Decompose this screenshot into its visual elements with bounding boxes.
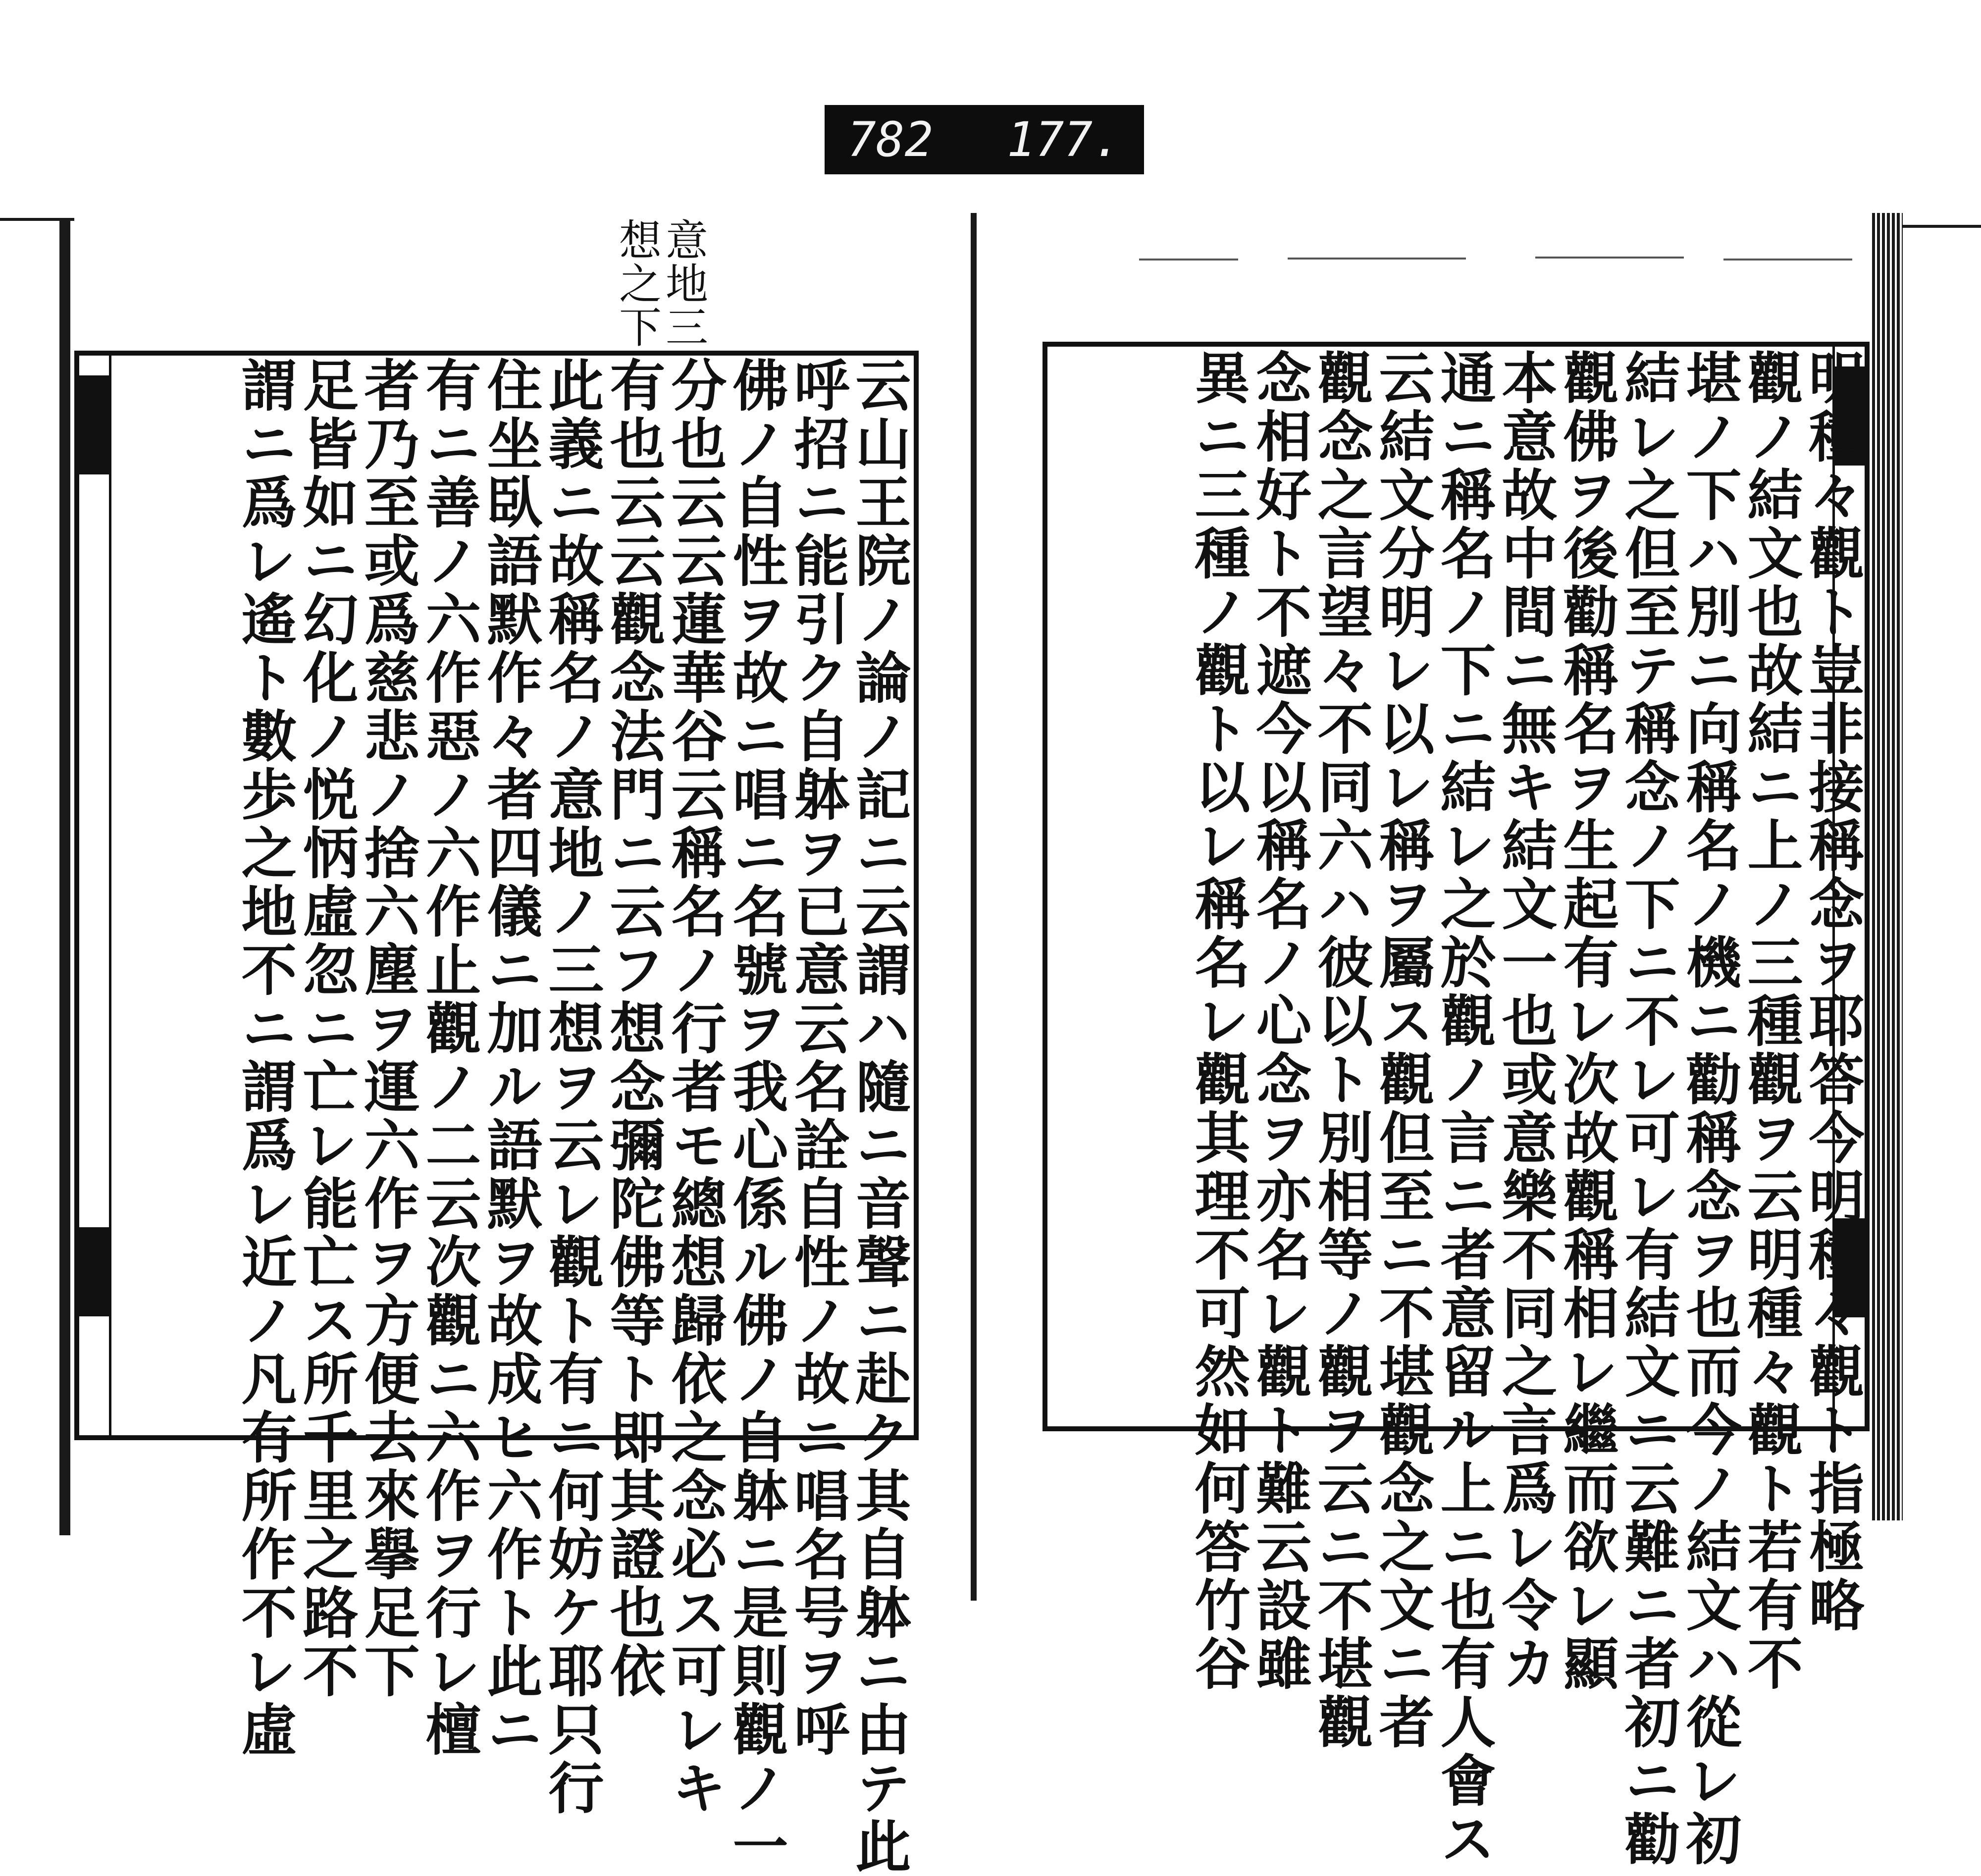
text-column: 住坐臥語默作々者四儀ニ加ル語默ヲ故成ヒ六作ト此ニ	[478, 357, 543, 1759]
margin-block	[75, 375, 110, 474]
text-column: 有也云云觀念法門ニ云フ想念彌陀佛等ト即其證也依	[601, 357, 666, 1701]
margin-annotation	[612, 218, 708, 349]
text-column: 觀佛ヲ後勸稱名ヲ生起有レ次故觀稱相レ繼而欲レ顯	[1554, 349, 1619, 1693]
text-column: 呼招ニ能引ク自躰ヲ已意云名詮自性ノ故ニ唱名号ヲ呼	[785, 357, 850, 1759]
annotation-column: 想之下	[612, 218, 661, 349]
left-book-edge	[59, 218, 70, 1535]
text-column: 念相好ト不遮今以稱名ノ心念ヲ亦名レ觀ト難云設雖	[1247, 349, 1312, 1693]
text-column: 明種々觀ト豈非接稱念ヲ耶答今明種々觀ト指極略	[1800, 349, 1865, 1635]
text-column: 觀ノ結文也故結ニ上ノ三種觀ヲ云明種々觀ト若有不	[1738, 349, 1803, 1693]
center-gutter-line	[971, 213, 977, 1601]
text-column: 通ニ稱名ノ下ニ結レ之於觀ノ言ニ者意留ル上ニ也有人會ス	[1431, 349, 1496, 1869]
annotation-column: 意地三	[658, 218, 708, 349]
text-column: 異ニ三種ノ觀ト以レ稱名レ觀其理不可然如何答竹谷	[1186, 349, 1251, 1693]
right-book-edge	[1872, 213, 1903, 1520]
text-column: 足皆如ニ幻化ノ悦怲虛忽ニ亡レ能亡ス所千里之路不	[294, 357, 359, 1701]
text-column: 結レ之但至テ稱念ノ下ニ不レ可レ有結文ニ云難ニ者初ニ勸	[1616, 349, 1680, 1869]
archive-number-left: 782	[847, 112, 934, 167]
archive-number-label	[825, 105, 1144, 174]
right-page-text	[1082, 349, 1865, 1869]
text-column: 佛ノ自性ヲ故ニ唱ニ名號ヲ我心係ル佛ノ自躰ニ是則觀ノ一	[724, 357, 788, 1876]
scan-mark	[1139, 259, 1238, 261]
text-column: 云山王院ノ論ノ記ニ云謂ハ隨ニ音聲ニ赴ク其自躰ニ由テ此	[846, 357, 911, 1876]
text-column: 云結文分明レ以レ稱ヲ屬ス觀但至ニ不堪觀念之文ニ者	[1370, 349, 1435, 1752]
text-column: 有ニ善ノ六作惡ノ六作止觀ノ二云次觀ニ六作ヲ行レ檀	[417, 357, 481, 1759]
text-column: 本意故中間ニ無キ結文一也或意樂不同之言爲レ令カ	[1493, 349, 1558, 1693]
text-column: 觀念之言望々不同六ハ彼以ト別相等ノ觀ヲ云ニ不堪觀	[1308, 349, 1373, 1752]
right-edge-line	[1903, 225, 1981, 228]
text-column: 此義ニ故稱名ノ意地ノ三想ヲ云レ觀ト有ニ何妨ケ耶只行	[539, 357, 604, 1818]
scan-mark	[1535, 257, 1684, 259]
text-column: 分也云云蓮華谷云稱名ノ行者モ總想歸依之念必ス可レキ	[662, 357, 727, 1818]
scan-mark	[1288, 258, 1466, 260]
text-column: 者乃至或爲慈悲ノ捨六塵ヲ運六作ヲ方便去來擧足下	[355, 357, 420, 1701]
text-column: 堪ノ下ハ別ニ向稱名ノ機ニ勸稱念ヲ也而今ノ結文ハ從レ初	[1677, 349, 1742, 1869]
archive-number-right: 177.	[1006, 112, 1121, 167]
left-page-text	[114, 357, 911, 1876]
margin-block	[75, 1227, 110, 1316]
scan-mark	[1723, 259, 1852, 261]
text-column: 謂ニ爲レ遙ト數歩之地不ニ謂爲レ近ノ凡有所作不レ虛	[232, 357, 297, 1759]
